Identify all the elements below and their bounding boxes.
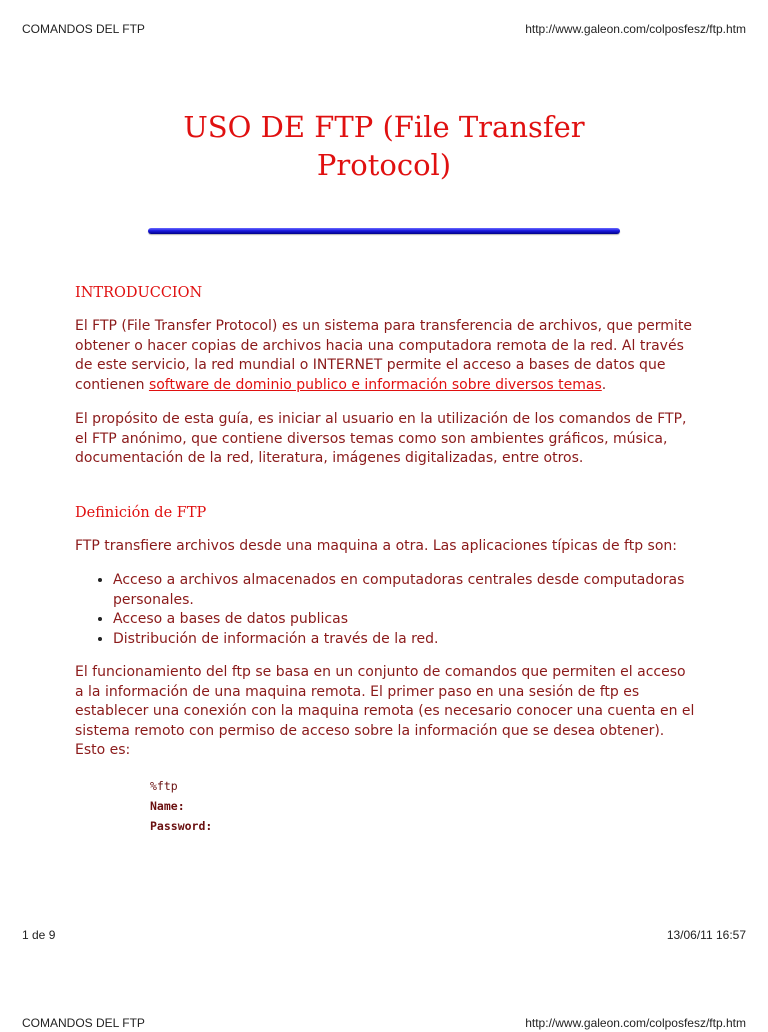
- title-divider: [148, 228, 620, 234]
- print-header: [22, 22, 746, 38]
- article-body: [75, 283, 695, 836]
- print-datetime: 13/06/11 16:57: [666, 928, 746, 942]
- header-url: http://www.galeon.com/colposfesz/ftp.htm: [525, 22, 746, 36]
- definition-heading: Definición de FTP: [75, 504, 207, 521]
- ftp-login-example: [150, 776, 695, 836]
- page-number: 1 de 9: [22, 928, 56, 942]
- code-line-ftp: %ftp: [150, 778, 178, 793]
- next-header-title: COMANDOS DEL FTP: [22, 1016, 145, 1030]
- intro-paragraph-1-end: .: [601, 376, 607, 393]
- list-item: • Distribución de información a través de la red.: [113, 630, 695, 650]
- page-title-line-2: Protocol): [316, 148, 452, 182]
- intro-heading: INTRODUCCION: [75, 285, 203, 301]
- intro-paragraph-1-text: El FTP (File Transfer Protocol) es un sistema para transferencia de archivos, que permite obtener o hacer copias de archivos hacia una computadora remota de la red. Al través de este servicio, la red mundial o INTERNET permite el acceso a bases de datos que contienen: [75, 318, 692, 393]
- list-item: • Acceso a archivos almacenados en computadoras centrales desde computadoras personales.: [113, 571, 695, 610]
- definition-paragraph-1: FTP transfiere archivos desde una maquina a otra. Las aplicaciones típicas de ftp son:: [75, 537, 677, 554]
- list-item: • Acceso a bases de datos publicas: [113, 610, 695, 630]
- definition-paragraph-2: El funcionamiento del ftp se basa en un conjunto de comandos que permiten el acceso a la información de una maquina remota. El primer paso en una sesión de ftp es establecer una conexión con la maquina remota (es necesario conocer una cuenta en el sistema remoto con permiso de acceso sobre la información que se desea obtener). Esto es:: [75, 664, 695, 758]
- header-page-title: COMANDOS DEL FTP: [22, 22, 145, 36]
- page-title-line-1: USO DE FTP (File Transfer: [183, 110, 585, 144]
- intro-paragraph-2: El propósito de esta guía, es iniciar al usuario en la utilización de los comandos de FTP, el FTP anónimo, que contiene diversos temas como son ambientes gráficos, música, documentación de la red, literatura, imágenes digitalizadas, entre otros.: [75, 411, 687, 466]
- print-footer: [22, 928, 746, 944]
- software-link[interactable]: software de dominio publico e información sobre diversos temas: [148, 376, 602, 393]
- page-title: [0, 108, 768, 184]
- applications-list: [75, 571, 695, 649]
- code-line-name: Name:: [150, 798, 185, 813]
- code-line-password: Password:: [150, 818, 213, 833]
- next-page-header: [22, 1016, 746, 1032]
- next-header-url: http://www.galeon.com/colposfesz/ftp.htm: [525, 1016, 746, 1030]
- intro-paragraph-1: [75, 317, 695, 395]
